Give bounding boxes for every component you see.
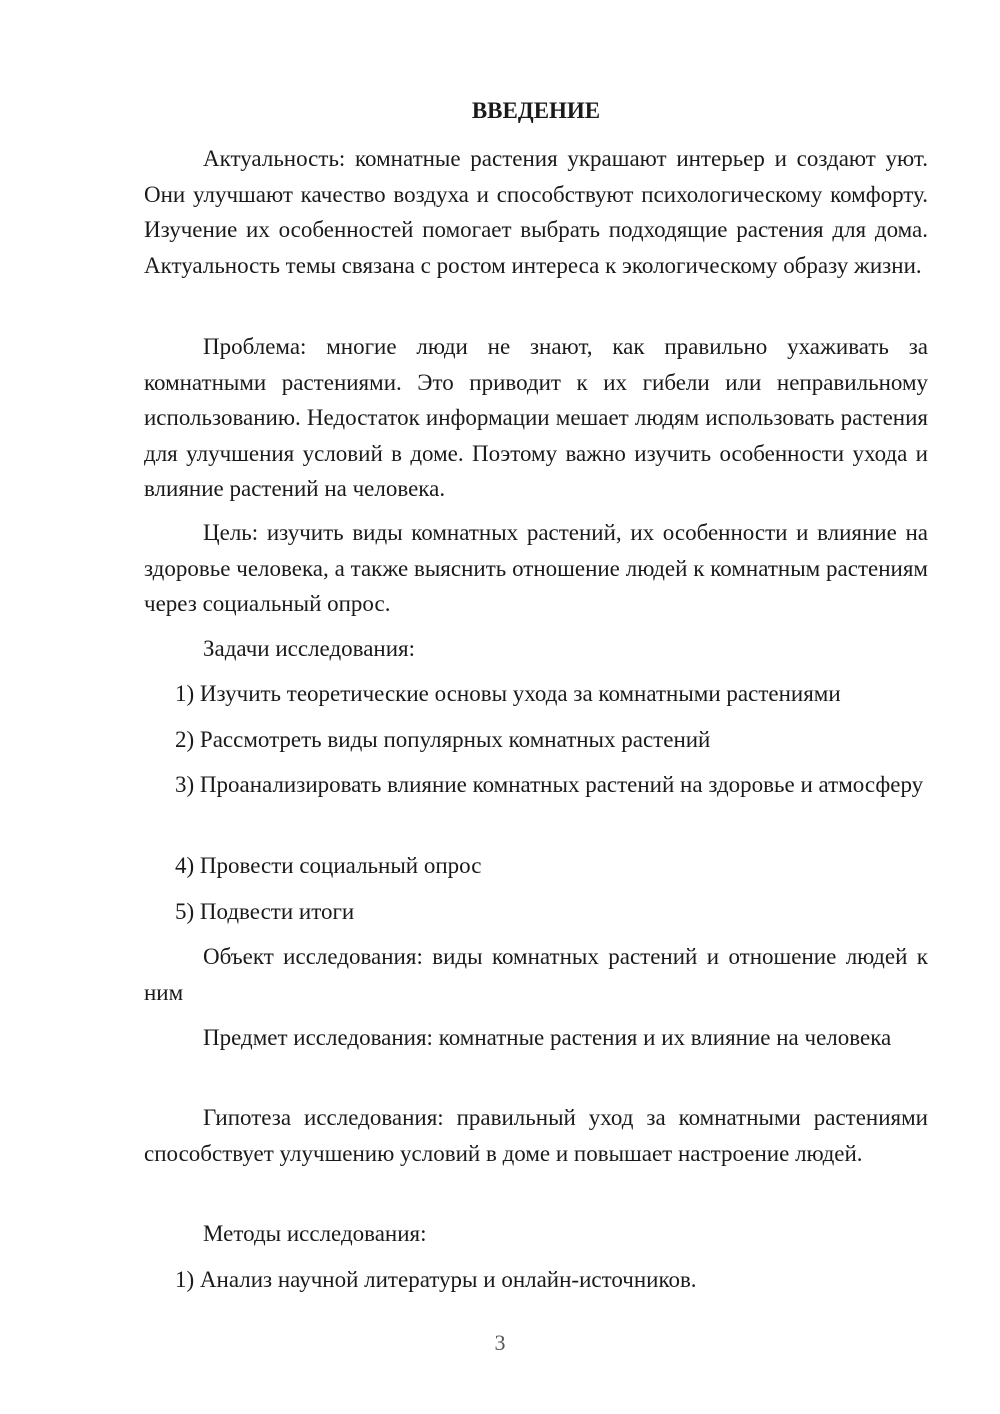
task-item-2: 2) Рассмотреть виды популярных комнатных растений <box>175 727 711 752</box>
relevance-paragraph: Актуальность: комнатные растения украшают интерьер и создают уют. Они улучшают качество воздуха и способствуют психологическому комфорту. Изучение их особенностей помогает выбрать подходящие растения для дома. Актуальность темы связана с ростом интереса к экологическому образу жизни. <box>144 146 928 278</box>
section-heading: ВВЕДЕНИЕ <box>471 98 601 123</box>
goal-paragraph: Цель: изучить виды комнатных растений, их особенности и влияние на здоровье человека, а также выяснить отношение людей к комнатным растениям через социальный опрос. <box>144 520 928 616</box>
hypothesis-paragraph: Гипотеза исследования: правильный уход за комнатными растениями способствует улучшению условий в доме и повышает настроение людей. <box>144 1105 928 1166</box>
task-item-4: 4) Провести социальный опрос <box>175 853 482 878</box>
problem-paragraph: Проблема: многие люди не знают, как правильно ухаживать за комнатными растениями. Это приводит к их гибели или неправильному использованию. Недостаток информации мешает людям использовать растения для улучшения условий в доме. Поэтому важно изучить особенности ухода и влияние растений на человека. <box>144 334 928 501</box>
methods-title: Методы исследования: <box>203 1221 427 1246</box>
tasks-title: Задачи исследования: <box>203 636 416 661</box>
subject-paragraph: Предмет исследования: комнатные растения и их влияние на человека <box>203 1025 892 1050</box>
object-paragraph: Объект исследования: виды комнатных растений и отношение людей к ним <box>144 944 928 1005</box>
page-number: 3 <box>494 1330 506 1355</box>
method-item-1: 1) Анализ научной литературы и онлайн-источников. <box>175 1267 697 1292</box>
task-item-5: 5) Подвести итоги <box>175 899 355 924</box>
task-item-1: 1) Изучить теоретические основы ухода за комнатными растениями <box>175 681 841 706</box>
task-item-3: 3) Проанализировать влияние комнатных растений на здоровье и атмосферу <box>175 772 924 797</box>
